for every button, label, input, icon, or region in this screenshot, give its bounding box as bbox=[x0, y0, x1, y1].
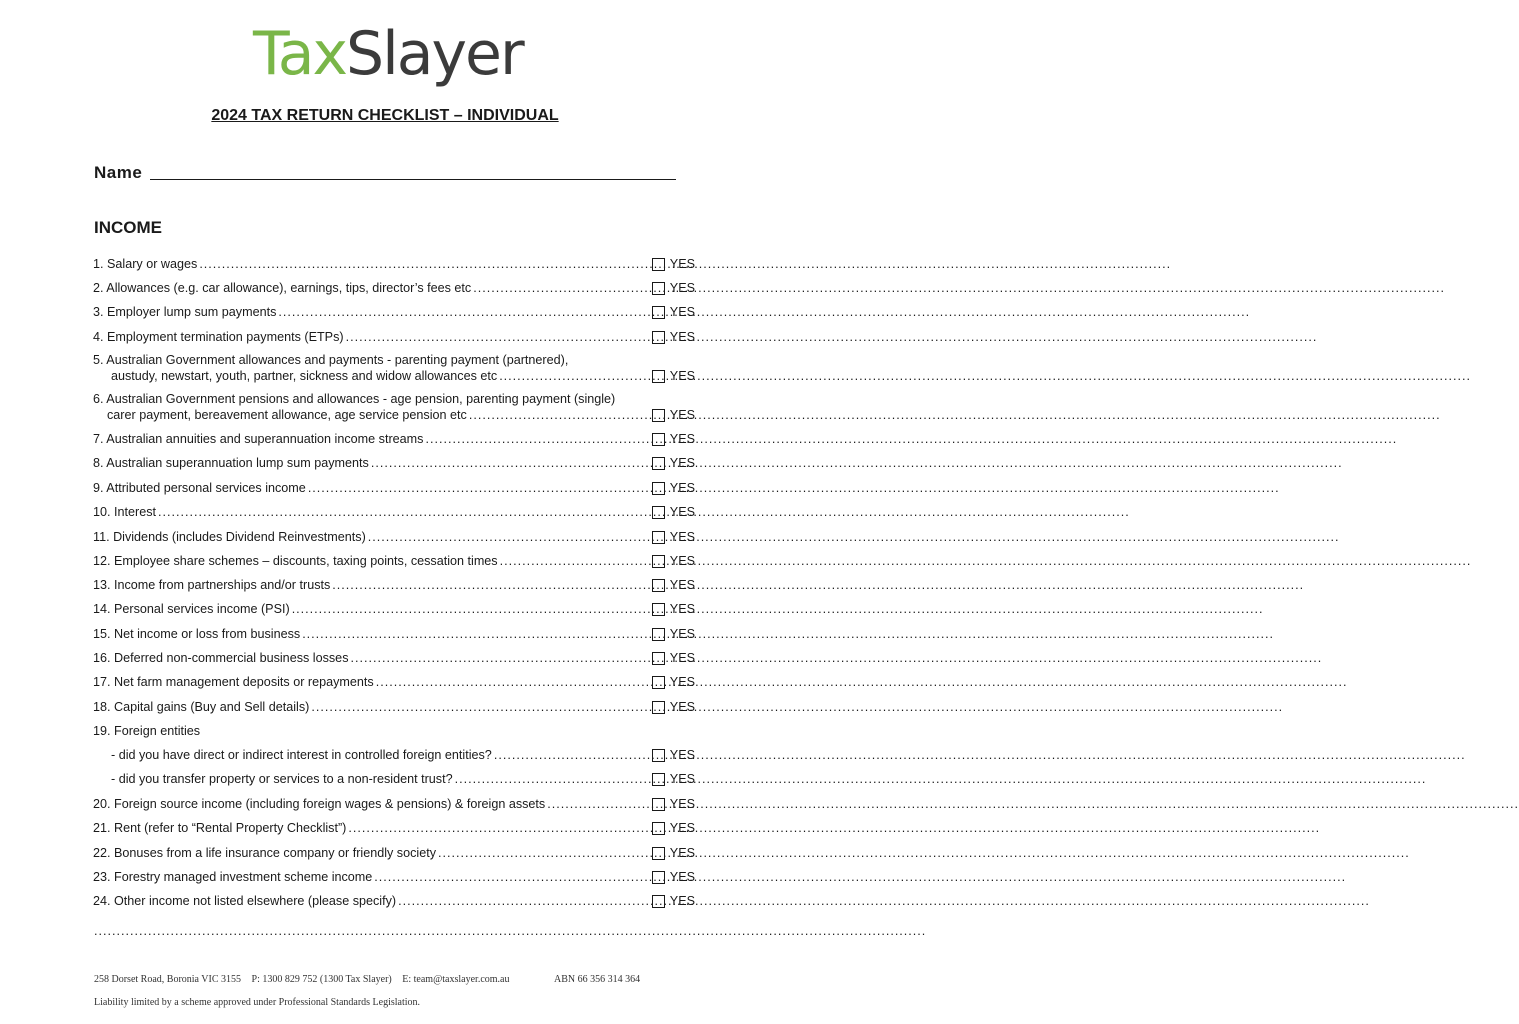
item-label: 23. Forestry managed investment scheme income bbox=[93, 870, 373, 884]
yes-checkbox[interactable] bbox=[652, 577, 695, 593]
yes-label: YES bbox=[669, 821, 695, 835]
footer-contact bbox=[94, 974, 648, 985]
yes-label: YES bbox=[669, 369, 695, 383]
checkbox-icon[interactable] bbox=[652, 676, 665, 689]
yes-checkbox[interactable] bbox=[652, 747, 695, 763]
item-label-cont: austudy, newstart, youth, partner, sickness and widow allowances etc bbox=[111, 369, 498, 383]
yes-label: YES bbox=[669, 797, 695, 811]
yes-checkbox[interactable] bbox=[652, 893, 695, 909]
checklist-item-6 bbox=[93, 391, 693, 423]
item-label: 19. Foreign entities bbox=[93, 724, 201, 738]
yes-checkbox[interactable] bbox=[652, 553, 695, 569]
checkbox-icon[interactable] bbox=[652, 603, 665, 616]
yes-checkbox[interactable] bbox=[652, 407, 695, 423]
checklist-item-21 bbox=[93, 820, 693, 836]
footer-address: 258 Dorset Road, Boronia VIC 3155 bbox=[94, 974, 242, 985]
yes-label: YES bbox=[669, 772, 695, 786]
checklist-item-13 bbox=[93, 577, 693, 593]
checklist-item-19a bbox=[93, 747, 693, 763]
checkbox-icon[interactable] bbox=[652, 482, 665, 495]
name-label: Name bbox=[94, 163, 143, 182]
yes-label: YES bbox=[669, 408, 695, 422]
item-label: 5. Australian Government allowances and payments - parenting payment (partnered), bbox=[93, 353, 569, 367]
yes-checkbox[interactable] bbox=[652, 845, 695, 861]
checkbox-icon[interactable] bbox=[652, 433, 665, 446]
checkbox-icon[interactable] bbox=[652, 798, 665, 811]
yes-checkbox[interactable] bbox=[652, 504, 695, 520]
checklist-item-5 bbox=[93, 352, 693, 384]
checklist-item-24 bbox=[93, 893, 693, 909]
yes-label: YES bbox=[669, 578, 695, 592]
checklist-item-8 bbox=[93, 455, 693, 471]
yes-label: YES bbox=[669, 305, 695, 319]
checkbox-icon[interactable] bbox=[652, 871, 665, 884]
item-label: - did you have direct or indirect interest in controlled foreign entities? bbox=[111, 748, 492, 762]
yes-checkbox[interactable] bbox=[652, 771, 695, 787]
checklist-item-11 bbox=[93, 529, 693, 545]
yes-label: YES bbox=[669, 894, 695, 908]
checklist-item-12 bbox=[93, 553, 693, 569]
yes-checkbox[interactable] bbox=[652, 455, 695, 471]
checklist-item-4 bbox=[93, 329, 693, 345]
item-label: 13. Income from partnerships and/or trusts bbox=[93, 578, 331, 592]
yes-label: YES bbox=[669, 456, 695, 470]
item-label: 21. Rent (refer to “Rental Property Checklist”) bbox=[93, 821, 347, 835]
checkbox-icon[interactable] bbox=[652, 306, 665, 319]
yes-label: YES bbox=[669, 257, 695, 271]
checklist-item-1 bbox=[93, 256, 693, 272]
item-label: 4. Employment termination payments (ETPs) bbox=[93, 330, 344, 344]
item-label: 8. Australian superannuation lump sum payments bbox=[93, 456, 369, 470]
yes-label: YES bbox=[669, 748, 695, 762]
checklist-item-23 bbox=[93, 869, 693, 885]
yes-label: YES bbox=[669, 602, 695, 616]
footer-email: E: team@taxslayer.com.au bbox=[402, 974, 510, 985]
checkbox-icon[interactable] bbox=[652, 701, 665, 714]
yes-label: YES bbox=[669, 330, 695, 344]
logo-wordmark bbox=[253, 14, 523, 94]
yes-checkbox[interactable] bbox=[652, 329, 695, 345]
checkbox-icon[interactable] bbox=[652, 531, 665, 544]
yes-label: YES bbox=[669, 627, 695, 641]
yes-checkbox[interactable] bbox=[652, 480, 695, 496]
checkbox-icon[interactable] bbox=[652, 749, 665, 762]
section-heading-income: INCOME bbox=[94, 218, 162, 237]
checkbox-icon[interactable] bbox=[652, 579, 665, 592]
yes-checkbox[interactable] bbox=[652, 796, 695, 812]
item-label: 16. Deferred non-commercial business losses bbox=[93, 651, 349, 665]
yes-label: YES bbox=[669, 432, 695, 446]
checklist-item-18 bbox=[93, 699, 693, 715]
checklist-item-22 bbox=[93, 845, 693, 861]
checklist-item-16 bbox=[93, 650, 693, 666]
item-label: - did you transfer property or services to a non-resident trust? bbox=[111, 772, 453, 786]
item-label: 15. Net income or loss from business bbox=[93, 627, 301, 641]
checkbox-icon[interactable] bbox=[652, 282, 665, 295]
item-label: 24. Other income not listed elsewhere (please specify) bbox=[93, 894, 397, 908]
item-label: 22. Bonuses from a life insurance company or friendly society bbox=[93, 846, 436, 860]
yes-checkbox[interactable] bbox=[652, 699, 695, 715]
taxslayer-logo bbox=[253, 14, 543, 94]
yes-label: YES bbox=[669, 675, 695, 689]
footer-phone: P: 1300 829 752 (1300 Tax Slayer) bbox=[251, 974, 392, 985]
yes-checkbox[interactable] bbox=[652, 869, 695, 885]
yes-label: YES bbox=[669, 281, 695, 295]
item-label: 6. Australian Government pensions and allowances - age pension, parenting payment (single) bbox=[93, 392, 616, 406]
checklist-item-10 bbox=[93, 504, 693, 520]
checklist-item-19b bbox=[93, 771, 693, 787]
checklist-item-2 bbox=[93, 280, 693, 296]
yes-label: YES bbox=[669, 870, 695, 884]
checkbox-icon[interactable] bbox=[652, 457, 665, 470]
item-label: 3. Employer lump sum payments bbox=[93, 305, 277, 319]
item-label: 17. Net farm management deposits or repayments bbox=[93, 675, 374, 689]
checkbox-icon[interactable] bbox=[652, 822, 665, 835]
checkbox-icon[interactable] bbox=[652, 370, 665, 383]
item-label: 10. Interest bbox=[93, 505, 157, 519]
checkbox-icon[interactable] bbox=[652, 847, 665, 860]
yes-label: YES bbox=[669, 651, 695, 665]
checklist-item-14 bbox=[93, 601, 693, 617]
item-label: 2. Allowances (e.g. car allowance), earnings, tips, director’s fees etc bbox=[93, 281, 472, 295]
yes-checkbox[interactable] bbox=[652, 304, 695, 320]
checkbox-icon[interactable] bbox=[652, 773, 665, 786]
checkbox-icon[interactable] bbox=[652, 895, 665, 908]
item-label: 14. Personal services income (PSI) bbox=[93, 602, 290, 616]
yes-label: YES bbox=[669, 554, 695, 568]
specify-dotted-line[interactable]: ......................................................................................................................................................................................... bbox=[94, 924, 927, 938]
checkbox-icon[interactable] bbox=[652, 331, 665, 344]
name-field-row bbox=[94, 163, 676, 183]
yes-label: YES bbox=[669, 700, 695, 714]
checkbox-icon[interactable] bbox=[652, 506, 665, 519]
yes-checkbox[interactable] bbox=[652, 529, 695, 545]
checklist-item-17 bbox=[93, 674, 693, 690]
yes-label: YES bbox=[669, 481, 695, 495]
checkbox-icon[interactable] bbox=[652, 652, 665, 665]
yes-checkbox[interactable] bbox=[652, 650, 695, 666]
yes-checkbox[interactable] bbox=[652, 280, 695, 296]
yes-label: YES bbox=[669, 505, 695, 519]
item-label: 12. Employee share schemes – discounts, taxing points, cessation times bbox=[93, 554, 498, 568]
checkbox-icon[interactable] bbox=[652, 555, 665, 568]
checklist-item-9 bbox=[93, 480, 693, 496]
yes-checkbox[interactable] bbox=[652, 674, 695, 690]
yes-label: YES bbox=[669, 530, 695, 544]
checkbox-icon[interactable] bbox=[652, 409, 665, 422]
yes-checkbox[interactable] bbox=[652, 820, 695, 836]
logo-slayer: Slayer bbox=[346, 19, 523, 89]
item-label: 18. Capital gains (Buy and Sell details) bbox=[93, 700, 310, 714]
checklist-item-3 bbox=[93, 304, 693, 320]
footer-liability: Liability limited by a scheme approved under Professional Standards Legislation. bbox=[94, 997, 421, 1008]
item-label: 1. Salary or wages bbox=[93, 257, 198, 271]
item-label: 11. Dividends (includes Dividend Reinvestments) bbox=[93, 530, 366, 544]
item-label: 9. Attributed personal services income bbox=[93, 481, 306, 495]
checklist-item-19 bbox=[93, 723, 693, 739]
yes-checkbox[interactable] bbox=[652, 368, 695, 384]
yes-checkbox[interactable] bbox=[652, 601, 695, 617]
item-label: 20. Foreign source income (including foreign wages & pensions) & foreign assets bbox=[93, 797, 546, 811]
footer-abn: ABN 66 356 314 364 bbox=[553, 974, 641, 985]
name-input-line[interactable] bbox=[150, 165, 676, 180]
yes-label: YES bbox=[669, 846, 695, 860]
item-label-cont: carer payment, bereavement allowance, age service pension etc bbox=[107, 408, 467, 422]
item-label: 7. Australian annuities and superannuation income streams bbox=[93, 432, 424, 446]
yes-checkbox[interactable] bbox=[652, 256, 695, 272]
checkbox-icon[interactable] bbox=[652, 628, 665, 641]
checklist-item-15 bbox=[93, 626, 693, 642]
logo-tax: Tax bbox=[253, 19, 346, 89]
checklist-item-7 bbox=[93, 431, 693, 447]
checkbox-icon[interactable] bbox=[652, 258, 665, 271]
page-title: 2024 TAX RETURN CHECKLIST – INDIVIDUAL bbox=[211, 107, 559, 124]
yes-checkbox[interactable] bbox=[652, 431, 695, 447]
checklist-item-20 bbox=[93, 796, 693, 812]
yes-checkbox[interactable] bbox=[652, 626, 695, 642]
